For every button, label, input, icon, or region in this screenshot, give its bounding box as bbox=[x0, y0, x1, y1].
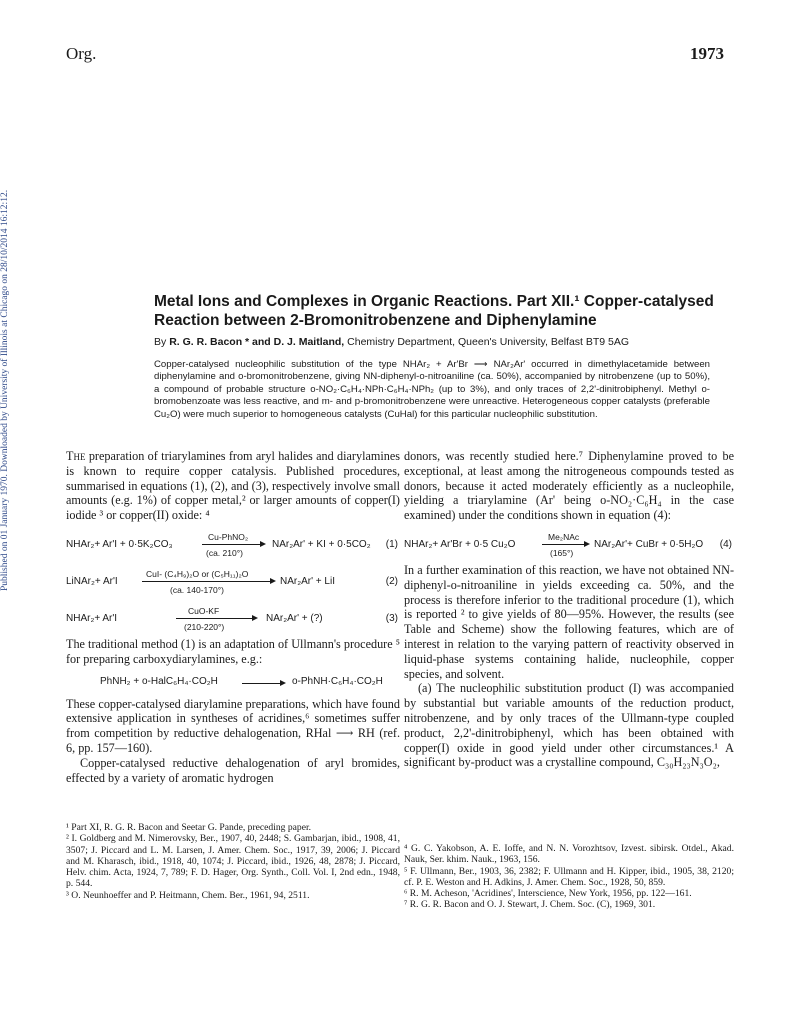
download-watermark bbox=[0, 140, 16, 640]
page-number: 1973 bbox=[690, 44, 724, 63]
footnote-7: ⁷ R. G. R. Bacon and O. J. Stewart, J. Chem. Soc. (C), 1969, 301. bbox=[404, 899, 656, 911]
affiliation: Chemistry Department, Queen's University, Belfast BT9 5AG bbox=[347, 336, 630, 348]
paragraph-substitution: (a) The nucleophilic substitution product (I) was accompanied by substantial but variable amounts of the reduction product, nitrobenzene, and by only traces of the Ullmann-type coupled product, 2,2'-dinitrobiphenyl, which has been obtained with copper(I) oxide in good yield under other circumstances.¹ A significant by-product was a crystalline compound, C₃₀H₂₃N₃O₂, bbox=[404, 681, 734, 770]
equation-ullmann bbox=[66, 670, 400, 694]
equation-3-conditions: (210-220°) bbox=[184, 621, 225, 632]
footnote-6: ⁶ R. M. Acheson, 'Acridines', Interscience, New York, 1956, pp. 122—161. bbox=[404, 888, 692, 900]
abstract: Copper-catalysed nucleophilic substitution of the type NHAr₂ + Ar'Br ⟶ NAr₂Ar' occurred in dimethylacetamide between diphenylamine and o-bromonitrobenzene, giving NN-diphenyl-o-nitroaniline (ca. 50%), accompanied by nitrobenzene (up to 50%), a compound of probable structure o-NO₂·C₆H₄·NPh·C₆H₄·NPh₂ (up to 3%), and only traces of 2,2'-dinitrobiphenyl. Methyl o-bromobenzoate was less reactive, and m- and p-bromonitrobenzene were unreactive. Heterogeneous copper catalysts (preferable Cu₂O) were much superior to homogeneous catalysts (CuHal) for this particular nucleophilic substitution. bbox=[154, 359, 710, 420]
equation-1-number: (1) bbox=[385, 538, 398, 550]
footnote-3: ³ O. Neunhoeffer and P. Heitmann, Chem. Ber., 1961, 94, 2511. bbox=[66, 889, 310, 901]
equation-2-number: (2) bbox=[385, 575, 398, 587]
footnote-2: ² I. Goldberg and M. Nimerovsky, Ber., 1907, 40, 2448; S. Gambarjan, ibid., 1908, 41, 3507; J. Piccard and L. M. Larsen, J. Amer. Chem. Soc., 1917, 39, 2006; J. Piccard and M. Kharasch, ibid., 1918, 40, 1074; J. Piccard, ibid., 1926, 48, 2878; J. Piccard, Helv. chim. Acta, 1924, 7, 789; F. D. Hager, Org. Synth., Coll. Vol. I, 2nd edn., 1948, p. 544. bbox=[66, 833, 400, 890]
paragraph-intro bbox=[66, 449, 400, 523]
equation-3-reactants: NHAr₂+ Ar'I bbox=[66, 612, 118, 624]
paragraph-ullmann: The traditional method (1) is an adaptation of Ullmann's procedure ⁵ for preparing carboxydiarylamines, e.g.: bbox=[66, 636, 400, 666]
equation-2 bbox=[66, 563, 400, 597]
left-column bbox=[66, 449, 400, 785]
equation-3 bbox=[66, 600, 400, 634]
equation-2-catalyst: CuI- (C₄H₉)₂O or (C₅H₁₁)₂O bbox=[146, 568, 249, 579]
equation-4-number: (4) bbox=[719, 538, 732, 550]
footnote-4: ⁴ G. C. Yakobson, A. E. Ioffe, and N. N. Vorozhtsov, Izvest. sibirsk. Otdel., Akad. Nauk, Ser. khim. Nauk., 1963, 156. bbox=[404, 843, 734, 866]
paragraph-donors: donors, was recently studied here.⁷ Diphenylamine proved to be exceptional, at least among the nitrogeneous compounds tested as donors, because it acted moderately efficiently as a nucleophile, yielding a triarylamine (Ar' being o-NO₂·C₆H₄ in the case examined) under the conditions shown in equation (4): bbox=[404, 449, 734, 523]
equation-4-products: NAr₂Ar'+ CuBr + 0·5H₂O bbox=[594, 538, 704, 550]
equation-1-reactants: NHAr₂+ Ar'I + 0·5K₂CO₃ bbox=[66, 538, 173, 550]
equation-3-products: NAr₂Ar' + (?) bbox=[266, 612, 323, 624]
equation-1 bbox=[66, 526, 400, 560]
equation-1-conditions: (ca. 210°) bbox=[206, 547, 243, 558]
equation-2-reactants: LiNAr₂+ Ar'I bbox=[66, 575, 118, 587]
equation-4 bbox=[404, 526, 734, 560]
equation-ullmann-reactants: PhNH₂ + o-HalC₆H₄·CO₂H bbox=[100, 675, 218, 687]
equation-3-arrow bbox=[176, 605, 256, 632]
equation-1-products: NAr₂Ar' + KI + 0·5CO₂ bbox=[272, 538, 371, 550]
footnote-5: ⁵ F. Ullmann, Ber., 1903, 36, 2382; F. Ullmann and H. Kipper, ibid., 1905, 38, 2120; cf. P. E. Weston and H. Adkins, J. Amer. Chem. Soc., 1928, 50, 859. bbox=[404, 865, 734, 888]
footnote-1: ¹ Part XI, R. G. R. Bacon and Seetar G. Pande, preceding paper. bbox=[66, 822, 312, 833]
authors: R. G. R. Bacon * and D. J. Maitland, bbox=[169, 336, 345, 348]
paragraph-results: In a further examination of this reaction, we have not obtained NN-diphenyl-o-nitroaniline in yields exceeding ca. 50%, and the process is therefore inferior to the traditional procedure (1), which is reported ² to give yields of 80—95%. However, the results (see Table and Scheme) show the following features, which are of interest in relation to the varying pattern of reactivity observed in liquid-phase systems containing halide, nucleophile, copper species, and solvent. bbox=[404, 562, 734, 681]
paragraph-intro-text: preparation of triarylamines from aryl halides and diarylamines is known to require copper catalysis. Published procedures, summarised in equations (1), (2), and (3), respectively involve small amounts (e.g. 1%) of copper metal,² or larger amounts of copper(I) iodide ³ or copper(II) oxide: ⁴ bbox=[66, 449, 400, 523]
equation-2-arrow bbox=[142, 568, 274, 595]
footnotes-left bbox=[66, 822, 400, 901]
equation-2-conditions: (ca. 140-170°) bbox=[170, 584, 224, 595]
equation-4-solvent: Me₂NAc bbox=[548, 531, 580, 542]
equation-3-number: (3) bbox=[385, 612, 398, 624]
equation-4-reactants: NHAr₂+ Ar'Br + 0·5 Cu₂O bbox=[404, 538, 516, 550]
equation-ullmann-products: o-PhNH·C₆H₄·CO₂H bbox=[292, 675, 383, 687]
article-title: Metal Ions and Complexes in Organic Reactions. Part XII.¹ Copper-catalysed Reaction between 2-Bromonitrobenzene and Diphenylamine bbox=[154, 293, 714, 329]
byline-prefix: By bbox=[154, 336, 167, 348]
byline bbox=[154, 336, 714, 348]
lead-word: The bbox=[66, 449, 86, 463]
right-column bbox=[404, 449, 734, 770]
equation-3-catalyst: CuO-KF bbox=[188, 605, 220, 616]
journal-section-label: Org. bbox=[66, 44, 97, 63]
equation-1-catalyst: Cu-PhNO₂ bbox=[208, 531, 249, 542]
paragraph-acridines: These copper-catalysed diarylamine preparations, which have found extensive application in syntheses of acridines,⁶ sometimes suffer from competition by reductive dehalogenation, RHal ⟶ RH (ref. 6, pp. 157—160). bbox=[66, 696, 400, 755]
download-watermark-text: Published on 01 January 1970. Downloaded by University of Illinois at Chicago on 28/10/2014 16:12:12. bbox=[0, 189, 10, 591]
equation-1-arrow bbox=[202, 531, 264, 558]
equation-4-arrow bbox=[542, 531, 588, 558]
paragraph-dehalogenation: Copper-catalysed reductive dehalogenation of aryl bromides, effected by a variety of aromatic hydrogen bbox=[66, 755, 400, 785]
footnotes-right bbox=[404, 843, 734, 911]
equation-2-products: NAr₂Ar' + LiI bbox=[280, 575, 335, 587]
equation-ullmann-arrow bbox=[242, 671, 284, 676]
equation-4-conditions: (165°) bbox=[550, 547, 574, 558]
